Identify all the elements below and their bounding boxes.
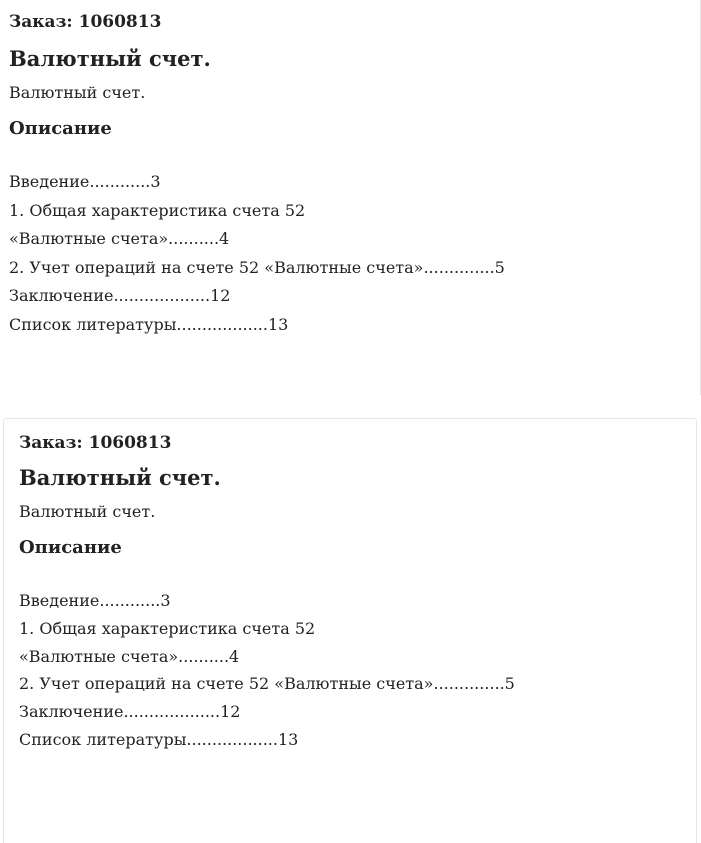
toc-item: Список литературы..................13 — [19, 729, 299, 749]
work-subtitle: Валютный счет. — [9, 83, 146, 102]
description-heading: Описание — [9, 118, 112, 139]
order-number: Заказ: 1060813 — [9, 12, 162, 32]
toc-item: 1. Общая характеристика счета 52 — [19, 618, 316, 638]
toc-item: Заключение...................12 — [19, 702, 241, 722]
work-title: Валютный счет. — [19, 465, 221, 490]
toc-item: 1. Общая характеристика счета 52 — [9, 200, 306, 220]
toc-item: Введение............3 — [9, 172, 161, 191]
order-number: Заказ: 1060813 — [19, 433, 172, 453]
description-heading: Описание — [19, 537, 122, 558]
toc-item: 2. Учет операций на счете 52 «Валютные счета»..............5 — [9, 257, 505, 277]
toc-item: 2. Учет операций на счете 52 «Валютные счета»..............5 — [19, 674, 515, 694]
toc-item: «Валютные счета»..........4 — [9, 229, 230, 248]
toc-item: Введение............3 — [19, 591, 171, 610]
table-of-contents — [9, 168, 691, 339]
order-card-1 — [0, 0, 701, 395]
table-of-contents — [19, 587, 681, 754]
work-subtitle: Валютный счет. — [19, 502, 156, 521]
toc-item: Заключение...................12 — [9, 286, 231, 305]
work-title: Валютный счет. — [9, 46, 211, 71]
order-card-2 — [3, 418, 697, 843]
toc-item: Список литературы..................13 — [9, 314, 289, 334]
toc-item: «Валютные счета»..........4 — [19, 646, 240, 666]
